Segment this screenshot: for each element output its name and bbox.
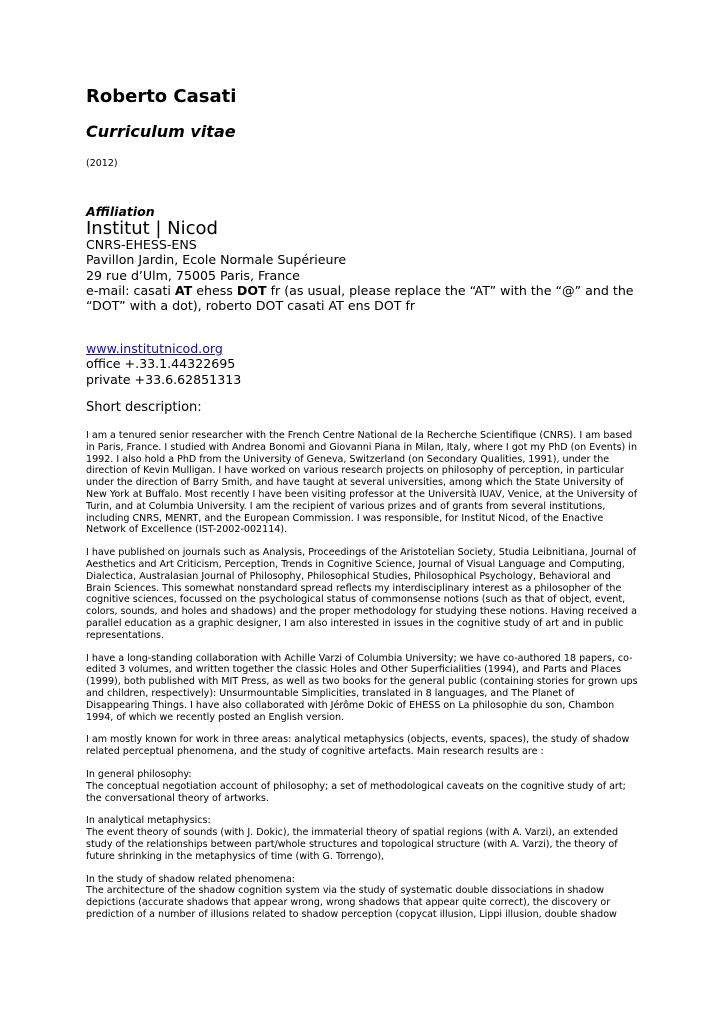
email-prefix: e-mail: casati — [86, 282, 175, 298]
affiliation-heading: Affiliation — [86, 204, 155, 219]
section-heading: In the study of shadow related phenomena: — [86, 873, 295, 885]
private-phone: private +33.6.62851313 — [86, 371, 242, 387]
research-section — [86, 769, 638, 804]
paragraph: I am a tenured senior researcher with the French Centre National de la Recherche Scientifique (CNRS). I am based in Paris, France. I studied with Andrea Bonomi and Giovanni Piana in Milan, Italy, where I got my PhD (on Events) in 1992. I also hold a PhD from the University of Geneva, Switzerland (on Secondary Qualities, 1991), under the direction of Kevin Mulligan. I have worked on various research projects on philosophy of perception, in particular under the direction of Barry Smith, and have taught at several universities, among which the State University of New York at Buffalo. Most recently I have been visiting professor at the Università IUAV, Venice, at the University of Turin, and at Columbia University. I am the recipient of various prizes and of grants from several institutions, including CNRS, MENRT, and the European Commission. I was responsible, for Institut Nicod, of the Enactive Network of Excellence (IST-2002-002114). — [86, 430, 638, 536]
email-dot: DOT — [236, 282, 267, 298]
contact-block — [86, 341, 241, 387]
author-name: Roberto Casati — [86, 86, 237, 107]
address-line: 29 rue d’Ulm, 75005 Paris, France — [86, 267, 300, 283]
email-line-2: “DOT” with a dot), roberto DOT casati AT ens DOT fr — [86, 298, 416, 314]
short-description-body — [86, 430, 638, 932]
paragraph: I have a long-standing collaboration with Achille Varzi of Columbia University; we have co-authored 18 papers, co-edited 3 volumes, and written together the classic Holes and Other Superficialities (1994), and Parts and Places (1999), both published with MIT Press, as well as two books for the general public (containing stories for grown ups and children, respectively): Unsurmountable Simplicities, translated in 8 languages, and The Planet of Disappearing Things. I have also collaborated with Jérôme Dokic of EHESS on La philosophie du son, Chambon 1994, of which we recently posted an English version. — [86, 652, 638, 723]
email-mid: ehess — [192, 282, 237, 298]
office-phone: office +.33.1.44322695 — [86, 356, 236, 372]
section-text: The event theory of sounds (with J. Dokic), the immaterial theory of spatial regions (with A. Varzi), an extended study of the relationships between part/whole structures and topological structure (with A. Varzi), the theory of future shrinking in the metaphysics of time (with G. Torrengo), — [86, 827, 619, 862]
email-suffix: fr (as usual, please replace the “AT” with the “@” and the — [266, 282, 634, 298]
section-text: The architecture of the shadow cognition system via the study of systematic double dissociations in shadow depictions (accurate shadows that appear wrong, wrong shadows that appear quite correct), the discovery or prediction of a number of illusions related to shadow perception (copycat illusion, Lippi illusion, double shadow — [86, 885, 617, 920]
website-link[interactable]: www.institutnicod.org — [86, 341, 223, 356]
paragraph: I am mostly known for work in three areas: analytical metaphysics (objects, events, spaces), the study of shadow related perceptual phenomena, and the study of cognitive artefacts. Main research results are : — [86, 734, 630, 758]
address-line: Pavillon Jardin, Ecole Normale Supérieure — [86, 252, 347, 268]
address-line: CNRS-EHESS-ENS — [86, 237, 197, 252]
affiliation-address — [86, 237, 634, 314]
paragraph: I have published on journals such as Analysis, Proceedings of the Aristotelian Society, Studia Leibnitiana, Journal of Aesthetics and Art Criticism, Perception, Trends in Cognitive Science, Journal of Visual Language and Computing, Dialectica, Australasian Journal of Philosophy, Philosophical Studies, Philosophical Psychology, Behavioral and Brain Sciences. This somewhat nonstandard spread reflects my interdisciplinary interest as a philosopher of the cognitive sciences, focussed on the psychological status of commonsense notions (such as that of object, event, colors, sounds, and holes and shadows) and the proper methodology for studying these notions. Having received a parallel education as a graphic designer, I am also interested in issues in the cognitive study of art and in public representations. — [86, 547, 637, 641]
research-section — [86, 815, 638, 862]
research-section — [86, 874, 638, 921]
document-subtitle: Curriculum vitae — [86, 122, 236, 141]
section-text: The conceptual negotiation account of philosophy; a set of methodological caveats on the cognitive study of art; the conversational theory of artworks. — [86, 780, 626, 804]
document-year: (2012) — [86, 158, 118, 169]
institute-name: Institut | Nicod — [86, 218, 218, 239]
email-line — [86, 282, 634, 298]
section-heading: In general philosophy: — [86, 768, 192, 780]
section-heading: In analytical metaphysics: — [86, 815, 211, 827]
email-at: AT — [174, 282, 193, 298]
short-description-heading: Short description: — [86, 400, 202, 415]
